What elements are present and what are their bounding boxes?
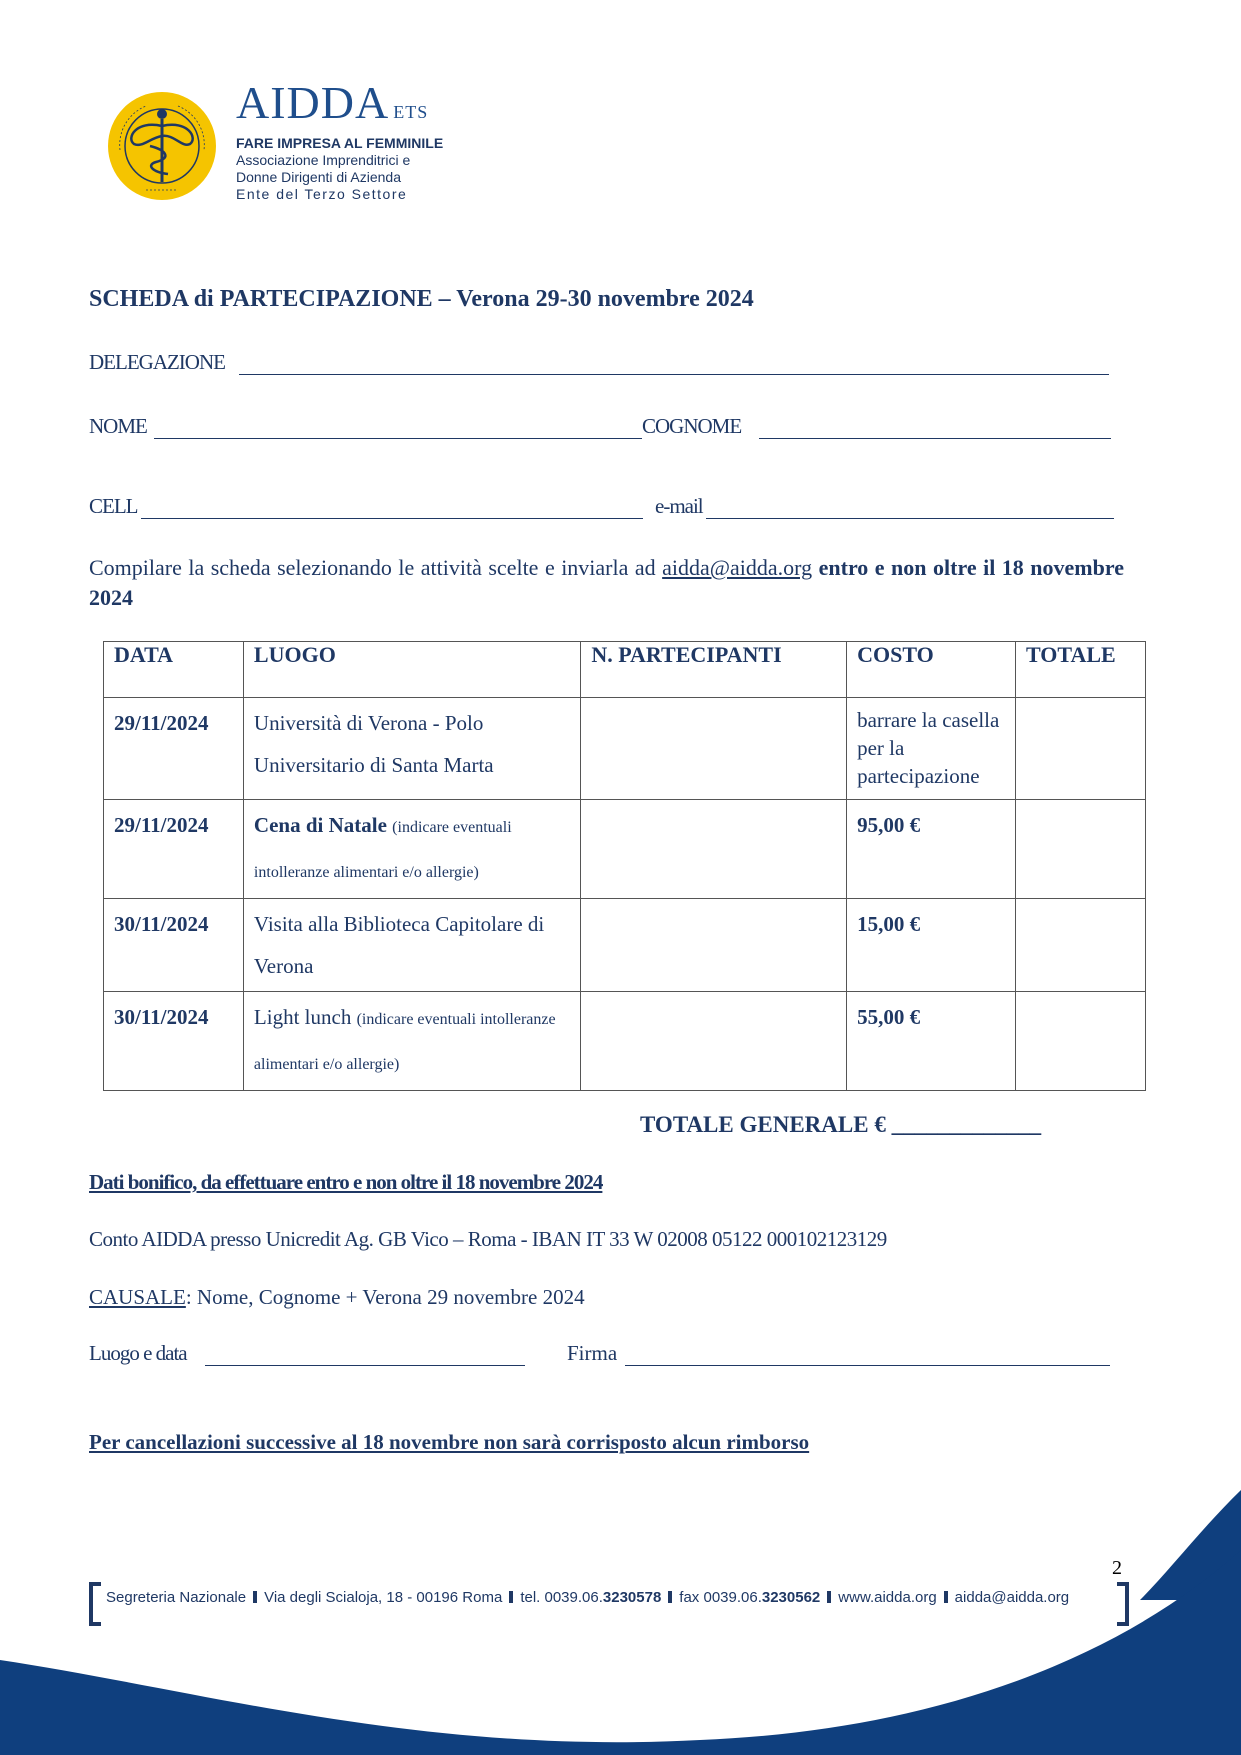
causale <box>89 1285 585 1310</box>
brand-line-3: Donne Dirigenti di Azienda <box>236 169 401 185</box>
row-place: Università di Verona - Polo Universitario di Santa Marta <box>243 698 580 800</box>
row-place: Visita alla Biblioteca Capitolare di Verona <box>243 899 580 992</box>
footer-email[interactable]: aidda@aidda.org <box>954 1589 1070 1606</box>
row-cost: barrare la casella per la partecipazione <box>847 698 1016 800</box>
row-participants-field[interactable] <box>581 800 847 899</box>
row-total-field[interactable] <box>1016 698 1146 800</box>
footer-tel-prefix: tel. 0039.06. <box>520 1589 603 1606</box>
header-partecipanti: N. PARTECIPANTI <box>581 642 847 698</box>
brand-line-4: Ente del Terzo Settore <box>236 186 408 202</box>
footer <box>89 1582 1129 1620</box>
row-date: 29/11/2024 <box>104 800 244 899</box>
email-label: e-mail <box>655 494 703 518</box>
row-total-field[interactable] <box>1016 800 1146 899</box>
bracket-left-icon <box>89 1582 101 1626</box>
nome-cognome-row <box>89 413 1124 443</box>
participation-table <box>103 641 1146 1091</box>
footer-fax-number: 3230562 <box>761 1589 821 1606</box>
separator-icon <box>509 1591 513 1603</box>
cell-email-row <box>89 493 1124 523</box>
row-place-text: Light lunch <box>253 1005 352 1029</box>
table-row <box>104 698 1146 800</box>
luogo-data-label: Luogo e data <box>89 1341 187 1365</box>
luogo-data-field[interactable] <box>205 1365 525 1366</box>
delegazione-row <box>89 349 1124 379</box>
email-field[interactable] <box>706 518 1114 519</box>
bonifico-title: Dati bonifico, da effettuare entro e non oltre il 18 novembre 2024 <box>89 1170 603 1194</box>
row-place <box>243 800 580 899</box>
table-header-row <box>104 642 1146 698</box>
page-title: SCHEDA di PARTECIPAZIONE – Verona 29-30 novembre 2024 <box>89 286 754 312</box>
footer-wave <box>0 1490 1241 1755</box>
header-luogo: LUOGO <box>243 642 580 698</box>
row-participants-field[interactable] <box>581 992 847 1091</box>
firma-label: Firma <box>567 1341 618 1365</box>
row-cost: 95,00 € <box>847 800 1016 899</box>
row-total-field[interactable] <box>1016 992 1146 1091</box>
header-data: DATA <box>104 642 244 698</box>
separator-icon <box>668 1591 672 1603</box>
footer-segreteria: Segreteria Nazionale <box>106 1589 247 1606</box>
brand-line-2: Associazione Imprenditrici e <box>236 152 411 168</box>
row-note: (indicare eventuali intolleranze alimentari e/o allergie) <box>253 819 512 881</box>
row-total-field[interactable] <box>1016 899 1146 992</box>
footer-website[interactable]: www.aidda.org <box>838 1589 937 1606</box>
row-cost: 55,00 € <box>847 992 1016 1091</box>
cognome-label: COGNOME <box>642 414 742 438</box>
separator-icon <box>944 1591 948 1603</box>
table-row <box>104 899 1146 992</box>
firma-field[interactable] <box>625 1365 1110 1366</box>
row-date: 29/11/2024 <box>104 698 244 800</box>
row-participants-field[interactable] <box>581 698 847 800</box>
header-costo: COSTO <box>847 642 1016 698</box>
footer-tel-number: 3230578 <box>602 1589 662 1606</box>
delegazione-label: DELEGAZIONE <box>89 350 225 374</box>
row-place <box>243 992 580 1091</box>
cell-field[interactable] <box>141 518 643 519</box>
bracket-right-icon <box>1117 1582 1129 1626</box>
table-row <box>104 992 1146 1091</box>
delegazione-field[interactable] <box>239 374 1109 375</box>
email-link[interactable]: aidda@aidda.org <box>662 555 813 580</box>
row-date: 30/11/2024 <box>104 899 244 992</box>
row-cost: 15,00 € <box>847 899 1016 992</box>
causale-text: : Nome, Cognome + Verona 29 novembre 2024 <box>185 1285 585 1309</box>
totale-generale: TOTALE GENERALE € _____________ <box>640 1112 1042 1137</box>
causale-label: CAUSALE <box>89 1285 186 1309</box>
page-number: 2 <box>1112 1557 1122 1579</box>
row-participants-field[interactable] <box>581 899 847 992</box>
footer-address: Via degli Scialoja, 18 - 00196 Roma <box>264 1589 503 1606</box>
row-note: (indicare eventuali intolleranze alimentari e/o allergie) <box>253 1011 556 1073</box>
header-totale: TOTALE <box>1016 642 1146 698</box>
instructions <box>89 553 1124 613</box>
brand-name: AIDDA ETS <box>236 77 429 128</box>
separator-icon <box>253 1591 257 1603</box>
cell-label: CELL <box>89 494 138 518</box>
row-place-bold: Cena di Natale <box>253 813 387 837</box>
brand-tagline: FARE IMPRESA AL FEMMINILE <box>236 135 444 151</box>
bank-details: Conto AIDDA presso Unicredit Ag. GB Vico – Roma - IBAN IT 33 W 02008 05122 000102123129 <box>89 1227 887 1251</box>
row-date: 30/11/2024 <box>104 992 244 1091</box>
signature-row <box>89 1340 1124 1370</box>
footer-text <box>106 1589 1069 1606</box>
nome-field[interactable] <box>154 438 642 439</box>
nome-label: NOME <box>89 414 147 438</box>
footer-fax-prefix: fax 0039.06. <box>679 1589 762 1606</box>
instructions-deadline: entro e non oltre il 18 novembre 2024 <box>89 555 1124 610</box>
brand-suffix: ETS <box>393 102 429 122</box>
separator-icon <box>827 1591 831 1603</box>
instructions-text: Compilare la scheda selezionando le attività scelte e inviarla ad <box>89 555 663 580</box>
cancellation-notice: Per cancellazioni successive al 18 novembre non sarà corrisposto alcun rimborso <box>89 1430 810 1454</box>
brand-block <box>236 77 444 203</box>
table-row <box>104 800 1146 899</box>
cognome-field[interactable] <box>759 438 1111 439</box>
aidda-seal-logo <box>106 90 218 202</box>
